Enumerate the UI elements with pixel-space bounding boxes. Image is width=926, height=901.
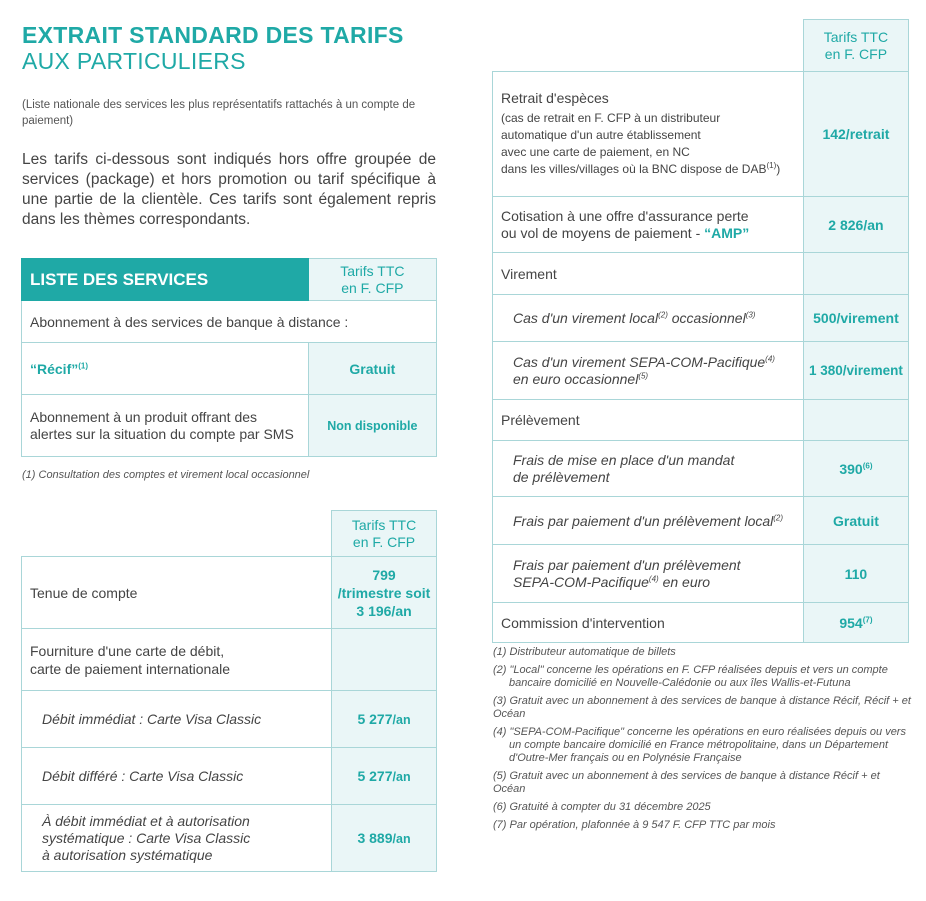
- debit-differe-price: 5 277/an: [332, 748, 437, 805]
- page-title: EXTRAIT STANDARD DES TARIFS: [22, 22, 404, 48]
- vir-local-label: Cas d'un virement local$^{(2)}$ occasionnel$^{(3)}$: [493, 295, 804, 342]
- retrait-label: Retrait d'espèces (cas de retrait en F. CFP à un distributeur automatique d'un autre établissement avec une carte de paiement, en NC dans les villes/villages où la BNC dispose de DAB$^{(1)}$): [493, 72, 804, 197]
- virement-label: Virement: [493, 253, 804, 295]
- tenue-price: 799 /trimestre soit 3 196/an: [332, 557, 437, 629]
- footnote: (4) "SEPA-COM-Pacifique" concerne les opérations en euro réalisées depuis ou vers: [493, 726, 906, 738]
- services-table-title: LISTE DES SERVICES: [22, 259, 309, 301]
- commission-price: 954$^{(7)}$: [803, 603, 908, 643]
- price-header: Tarifs TTC en F. CFP: [332, 511, 437, 557]
- amp-price: 2 826/an: [803, 197, 908, 253]
- sms-alerts-label: Abonnement à un produit offrant des alertes sur la situation du compte par SMS: [22, 395, 309, 457]
- prel-sepa-price: 110: [803, 545, 908, 603]
- price-header: Tarifs TTC en F. CFP: [308, 259, 436, 301]
- vir-local-price: 500/virement: [803, 295, 908, 342]
- operations-table: [492, 19, 909, 643]
- carte-label: Fourniture d'une carte de débit, carte de paiement internationale: [22, 629, 332, 691]
- tenue-label: Tenue de compte: [22, 557, 332, 629]
- retrait-price: 142/retrait: [803, 72, 908, 197]
- footnote: (1) Distributeur automatique de billets: [493, 646, 676, 658]
- virement-empty: [803, 253, 908, 295]
- vir-sepa-label: Cas d'un virement SEPA-COM-Pacifique$^{(4)}$ en euro occasionnel$^{(5)}$: [493, 342, 804, 400]
- services-table: [21, 258, 437, 457]
- footnote: un compte bancaire domicilié en France métropolitaine, dans un Département: [509, 739, 889, 751]
- footnote: (7) Par opération, plafonnée à 9 547 F. CFP TTC par mois: [493, 819, 776, 831]
- carte-empty: [332, 629, 437, 691]
- table1-footnote: (1) Consultation des comptes et virement local occasionnel: [22, 469, 310, 481]
- footnote: bancaire domicilié en Nouvelle-Calédonie ou aux îles Wallis-et-Futuna: [509, 677, 851, 689]
- recif-price: Gratuit: [308, 343, 436, 395]
- footnote: d'Outre-Mer français ou en Polynésie Française: [509, 752, 742, 764]
- account-table: [21, 510, 437, 872]
- amp-label: Cotisation à une offre d'assurance perte ou vol de moyens de paiement - “AMP”: [493, 197, 804, 253]
- sms-alerts-price: Non disponible: [308, 395, 436, 457]
- mandat-price: 390$^{(6)}$: [803, 441, 908, 497]
- header-spacer: [22, 511, 332, 557]
- footnote: (2) "Local" concerne les opérations en F. CFP réalisées depuis et vers un compte: [493, 664, 888, 676]
- remote-banking-label: Abonnement à des services de banque à distance :: [22, 301, 437, 343]
- page-subtitle: AUX PARTICULIERS: [22, 48, 246, 74]
- price-header: Tarifs TTC en F. CFP: [803, 20, 908, 72]
- subnote: (Liste nationale des services les plus représentatifs rattachés à un compte de paiement): [22, 99, 416, 127]
- debit-differe-label: Débit différé : Carte Visa Classic: [22, 748, 332, 805]
- footnote: (6) Gratuité à compter du 31 décembre 2025: [493, 801, 711, 813]
- autorisation-price: 3 889/an: [332, 805, 437, 872]
- prel-local-price: Gratuit: [803, 497, 908, 545]
- prelevement-label: Prélèvement: [493, 400, 804, 441]
- commission-label: Commission d'intervention: [493, 603, 804, 643]
- header-spacer: [493, 20, 804, 72]
- vir-sepa-price: 1 380/virement: [803, 342, 908, 400]
- autorisation-label: À débit immédiat et à autorisation systématique : Carte Visa Classic à autorisation systématique: [22, 805, 332, 872]
- footnotes: [493, 646, 913, 832]
- prelevement-empty: [803, 400, 908, 441]
- mandat-label: Frais de mise en place d'un mandat de prélèvement: [493, 441, 804, 497]
- prel-local-label: Frais par paiement d'un prélèvement local$^{(2)}$: [493, 497, 804, 545]
- footnote: (3) Gratuit avec un abonnement à des services de banque à distance Récif, Récif + et Océan: [493, 695, 911, 720]
- debit-immediat-price: 5 277/an: [332, 691, 437, 748]
- intro-paragraph: Les tarifs ci-dessous sont indiqués hors offre groupée de services (package) et hors promotion ou tarif spécifique à une partie de la clientèle. Ces tarifs sont également repris dans les thèmes correspondants.: [22, 151, 436, 228]
- prel-sepa-label: Frais par paiement d'un prélèvement SEPA-COM-Pacifique$^{(4)}$ en euro: [493, 545, 804, 603]
- debit-immediat-label: Débit immédiat : Carte Visa Classic: [22, 691, 332, 748]
- recif-row-label: “Récif”$^{(1)}$: [22, 343, 309, 395]
- footnote: (5) Gratuit avec un abonnement à des services de banque à distance Récif + et Océan: [493, 770, 880, 795]
